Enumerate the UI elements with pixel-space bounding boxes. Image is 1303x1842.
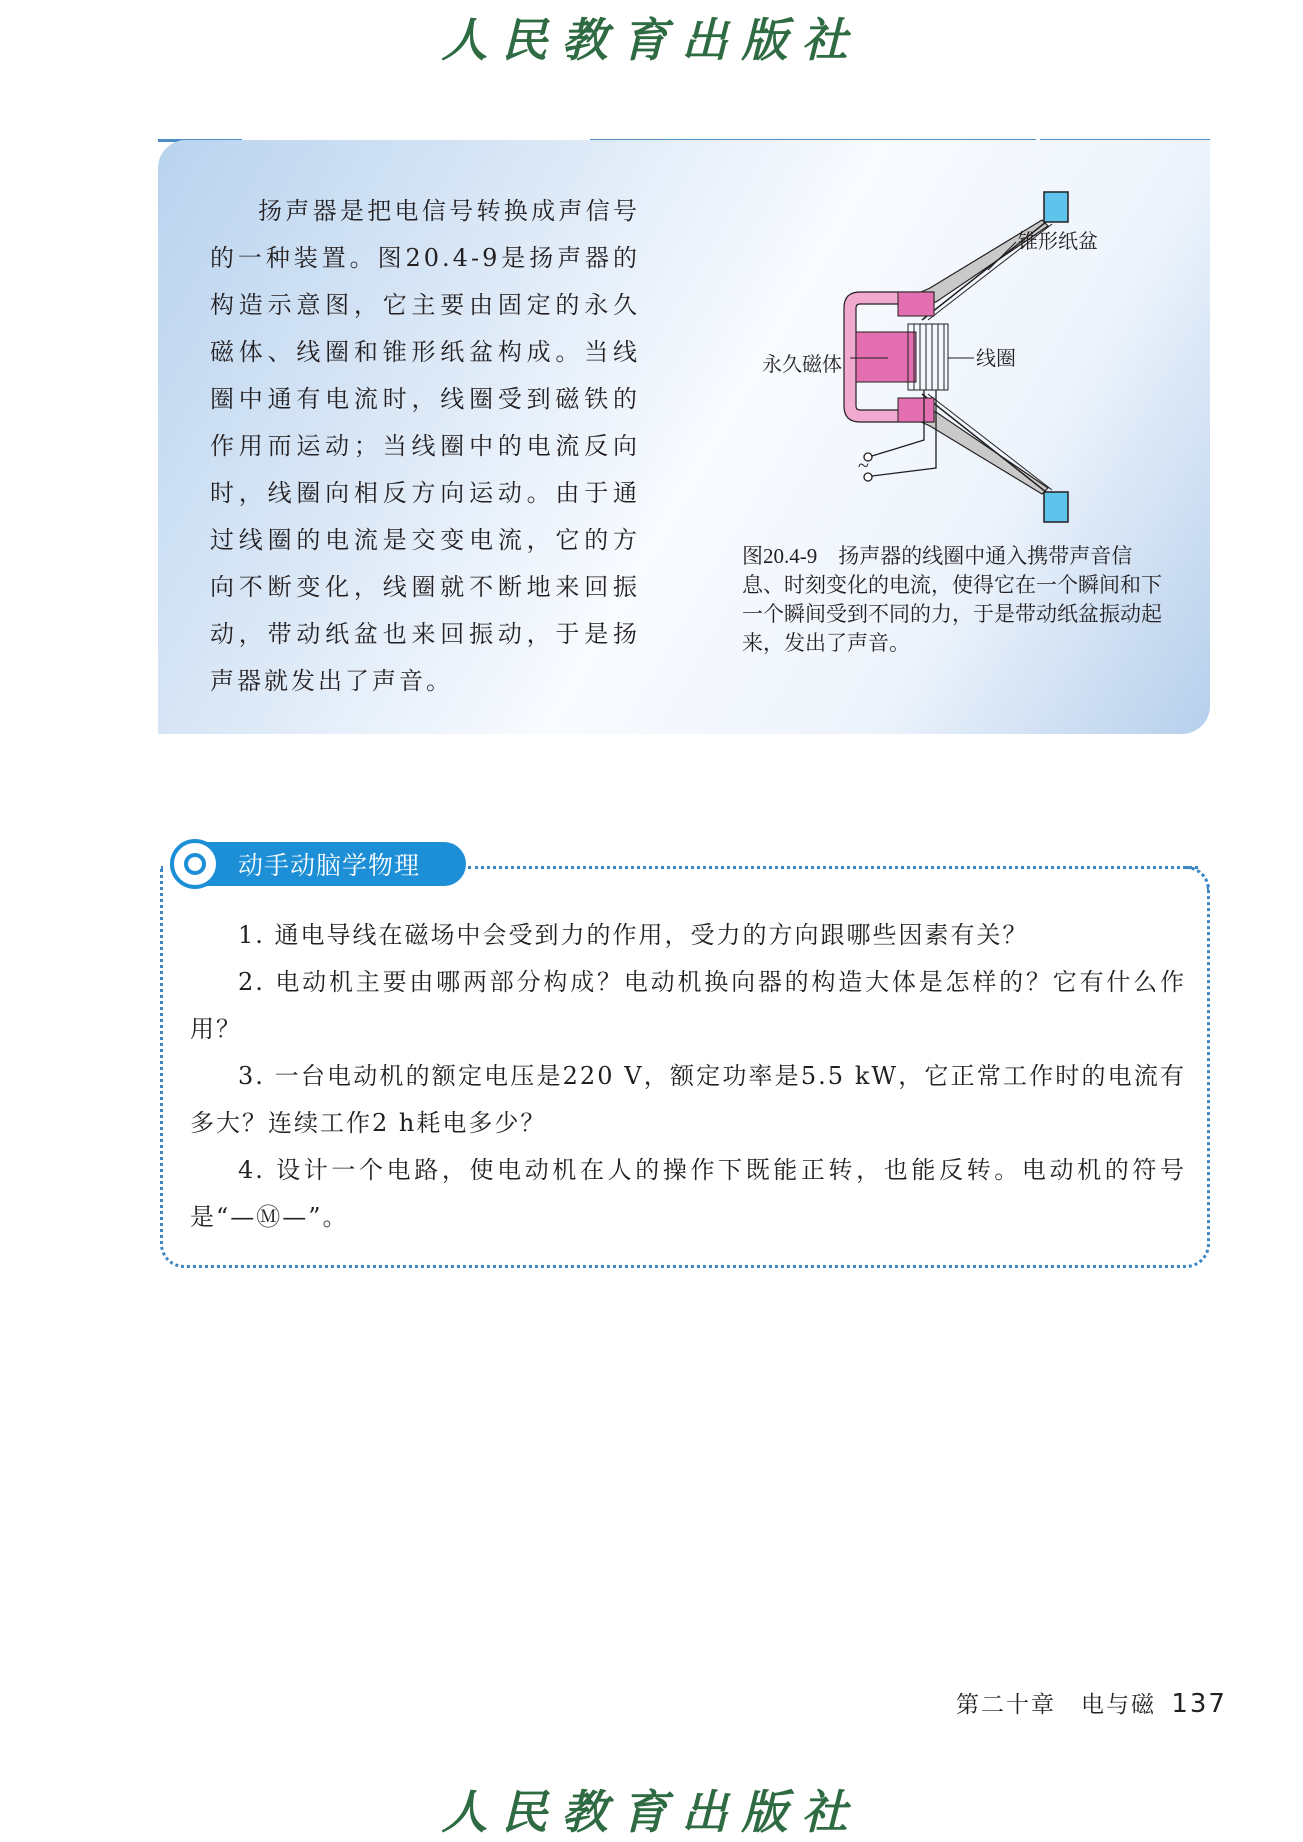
figure-caption: 图20.4-9 扬声器的线圈中通入携带声音信息、时刻变化的电流，使得它在一个瞬间和下一个瞬间受到不同的力，于是带动纸盆振动起来，发出了声音。 [742, 544, 1162, 655]
publisher-watermark-bottom: 人民教育出版社 [441, 1785, 862, 1839]
cone-paper-bottom [922, 394, 1046, 492]
permanent-magnet [856, 332, 916, 382]
page-number: 137 [1171, 1689, 1227, 1719]
label-coil: 线圈 [976, 348, 1016, 370]
label-cone: 锥形纸盆 [1018, 231, 1098, 253]
ac-symbol: ~ [858, 455, 869, 477]
pole-piece-bottom [898, 398, 934, 422]
label-magnet: 永久磁体 [762, 354, 842, 376]
exercise-item: 1. 通电导线在磁场中会受到力的作用，受力的方向跟哪些因素有关？ [238, 921, 1029, 949]
page-footer [956, 1686, 1227, 1719]
exercise-item: 4. 设计一个电路，使电动机在人的操作下既能正转，也能反转。电动机的符号是“—Ⓜ—”。 [190, 1156, 1186, 1231]
mount-block-bottom [1044, 492, 1068, 522]
chapter-title: 第二十章 电与磁 [956, 1692, 1156, 1718]
exercise-item: 3. 一台电动机的额定电压是220 V，额定功率是5.5 kW，它正常工作时的电流有多大？连续工作2 h耗电多少？ [190, 1062, 1186, 1137]
info-box [158, 140, 1210, 734]
exercise-item: 2. 电动机主要由哪两部分构成？电动机换向器的构造大体是怎样的？它有什么作用？ [190, 968, 1186, 1043]
cone-paper-bottom-2 [928, 394, 1052, 490]
info-paragraph: 扬声器是把电信号转换成声信号的一种装置。图20.4-9是扬声器的构造示意图，它主要由固定的永久磁体、线圈和锥形纸盆构成。当线圈中通有电流时，线圈受到磁铁的作用而运动；当线圈中的电流反向时，线圈向相反方向运动。由于通过线圈的电流是交变电流，它的方向不断变化，线圈就不断地来回振动，带动纸盆也来回振动，于是扬声器就发出了声音。 [210, 197, 640, 695]
mount-block-top [1044, 192, 1068, 222]
publisher-watermark-top: 人民教育出版社 [441, 13, 862, 67]
pole-piece-top [898, 292, 934, 316]
section-title: 动手动脑学物理 [238, 851, 421, 880]
coil-windings [908, 324, 948, 390]
exercise-list [190, 912, 1186, 1241]
